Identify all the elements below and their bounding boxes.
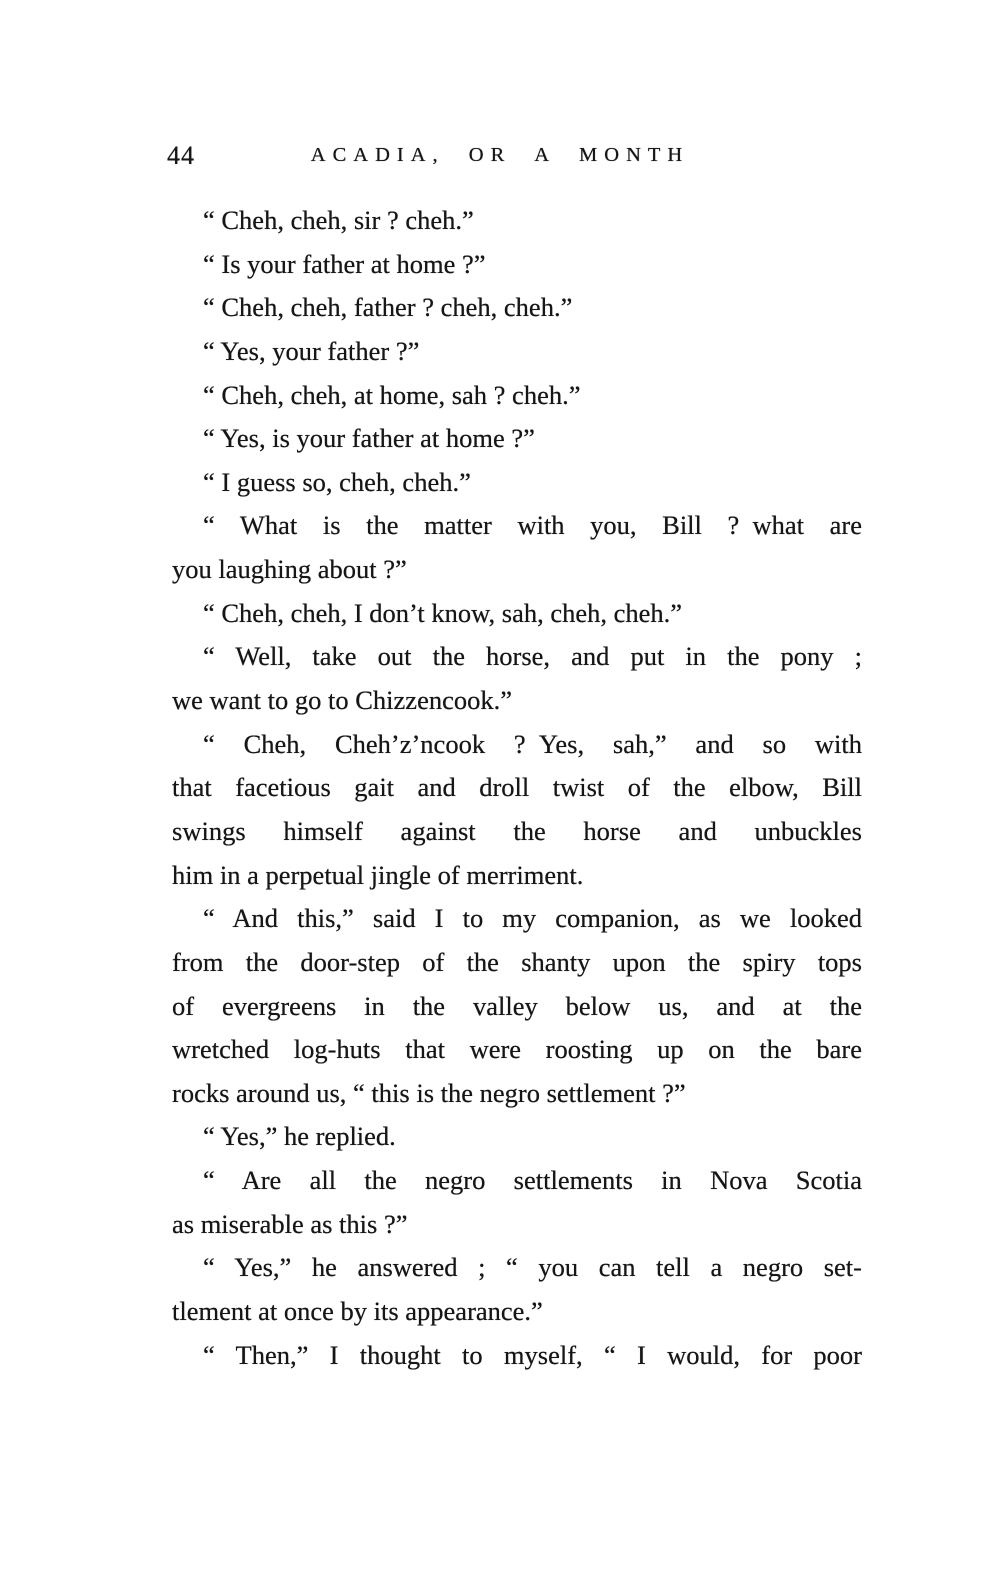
text-line: that facetious gait and droll twist of the elbow, Bill — [172, 772, 862, 803]
text-line: we want to go to Chizzencook.” — [172, 685, 512, 716]
text-line: “ Yes,” he answered ; “ you can tell a negro set- — [203, 1252, 862, 1283]
text-block — [172, 199, 862, 1377]
text-line: him in a perpetual jingle of merriment. — [172, 859, 584, 890]
text-line: you laughing about ?” — [172, 554, 407, 585]
text-line: “ Is your father at home ?” — [203, 248, 486, 279]
text-line: “ Are all the negro settlements in Nova Scotia — [203, 1165, 862, 1196]
text-line: “ Then,” I thought to myself, “ I would, for poor — [203, 1339, 862, 1370]
running-head — [0, 141, 1000, 175]
text-line: “ Cheh, cheh, I don’t know, sah, cheh, cheh.” — [203, 597, 683, 628]
text-line: “ Well, take out the horse, and put in the pony ; — [203, 641, 862, 672]
text-line: “ What is the matter with you, Bill ? what are — [203, 510, 862, 541]
text-line: from the door-step of the shanty upon the spiry tops — [172, 946, 862, 977]
text-line: “ Cheh, cheh, sir ? cheh.” — [203, 205, 474, 235]
text-line: “ Yes, is your father at home ?” — [203, 423, 535, 454]
page-number: 44 — [167, 141, 195, 170]
text-line: as miserable as this ?” — [172, 1208, 408, 1239]
text-line: tlement at once by its appearance.” — [172, 1296, 543, 1327]
text-line: “ I guess so, cheh, cheh.” — [203, 466, 471, 497]
text-line: “ Cheh, Cheh’z’ncook ? Yes, sah,” and so with — [203, 728, 862, 759]
text-line: swings himself against the horse and unbuckles — [172, 815, 862, 846]
text-line: “ Cheh, cheh, father ? cheh, cheh.” — [203, 292, 573, 323]
text-line: wretched log-huts that were roosting up on the bare — [172, 1034, 862, 1065]
text-line: of evergreens in the valley below us, and at the — [172, 990, 862, 1021]
text-line: rocks around us, “ this is the negro settlement ?” — [172, 1077, 686, 1108]
text-line: “ Cheh, cheh, at home, sah ? cheh.” — [203, 379, 581, 410]
text-line: “ Yes, your father ?” — [203, 335, 420, 366]
text-line: “ And this,” said I to my companion, as we looked — [203, 903, 862, 934]
text-line: “ Yes,” he replied. — [203, 1121, 396, 1152]
running-title: ACADIA, OR A MONTH — [310, 144, 690, 166]
